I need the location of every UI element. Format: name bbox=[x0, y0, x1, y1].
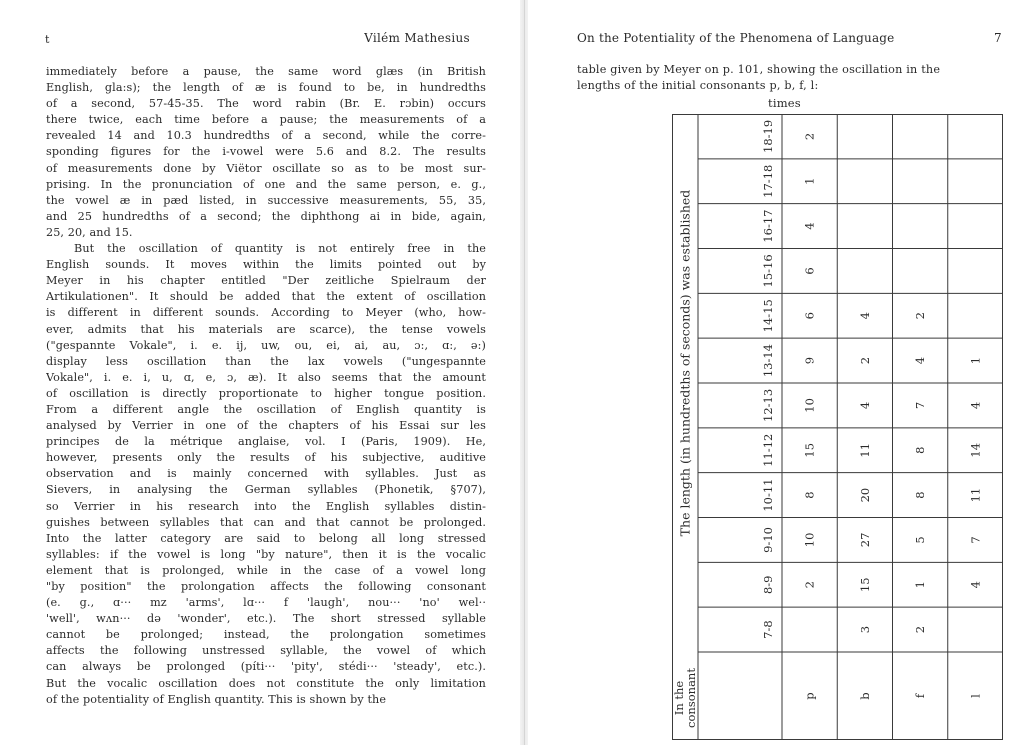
body-line: principes de la métrique anglaise, vol. I (Paris, 1909). He, bbox=[46, 435, 486, 449]
body-line: affects the following unstressed syllable, the vowel of which bbox=[46, 644, 486, 658]
body-line: there twice, each time before a pause; the measurements of a bbox=[46, 113, 486, 127]
table-cell-value: 4 bbox=[857, 312, 872, 320]
table-cell-value: 1 bbox=[802, 177, 817, 185]
body-line: 25, 20, and 15. bbox=[46, 225, 133, 239]
range-header: 14-15 bbox=[761, 299, 775, 333]
range-header: 18-19 bbox=[761, 119, 775, 153]
body-line: guishes between syllables that can and that cannot be prolonged. bbox=[46, 515, 486, 529]
range-header: 12-13 bbox=[761, 388, 775, 422]
body-line: observation and is mainly concerned with syllables. Just as bbox=[46, 467, 486, 481]
range-header: 9-10 bbox=[761, 526, 775, 553]
range-header: 7-8 bbox=[761, 620, 775, 639]
body-line: the vowel æ in pæd listed, in successive measurements, 55, 35, bbox=[46, 193, 486, 207]
table-cell-value: 10 bbox=[802, 398, 817, 413]
table-cell-value: 4 bbox=[802, 222, 817, 230]
table-cell-value: 1 bbox=[968, 356, 983, 365]
left-running-head: Vilém Mathesius bbox=[364, 31, 470, 45]
body-line: cannot be prolonged; instead, the prolongation sometimes bbox=[46, 628, 486, 642]
table-cell-value: 15 bbox=[802, 442, 817, 458]
table-cell-value: 4 bbox=[913, 356, 928, 365]
first-column-header-line1: In the bbox=[672, 680, 686, 716]
range-header: 15-16 bbox=[761, 254, 775, 288]
table-cell-value: 8 bbox=[913, 446, 928, 454]
body-line: of a second, 57-45-35. The word rabin (Br. E. rɔbin) occurs bbox=[46, 97, 486, 111]
right-intro-text bbox=[577, 62, 997, 94]
table-cell-value: 4 bbox=[857, 401, 872, 410]
table-cell-value: 8 bbox=[913, 491, 928, 499]
table-cell-value: 2 bbox=[913, 625, 928, 634]
gutter-fold-line bbox=[524, 0, 525, 745]
table-cell-value: 15 bbox=[857, 577, 872, 593]
table-cell-value: 4 bbox=[968, 581, 983, 589]
body-line: prising. In the pronunciation of one and the same person, e. g., bbox=[46, 177, 486, 191]
left-page-number: t bbox=[45, 33, 50, 46]
body-line: sponding figures for the i-vowel were 5.6 and 8.2. The results bbox=[46, 145, 486, 159]
table-cell-value: 2 bbox=[802, 132, 817, 141]
table-cell-value: 14 bbox=[968, 442, 983, 458]
table-cell-value: 2 bbox=[802, 581, 817, 589]
oscillation-table bbox=[672, 114, 1003, 740]
range-header: 17-18 bbox=[761, 164, 775, 198]
body-line: But the vocalic oscillation does not constitute the only limitation bbox=[46, 676, 486, 690]
body-line: Meyer in his chapter entitled "Der zeitliche Spielraum der bbox=[46, 274, 486, 288]
body-line: immediately before a pause, the same word glæs (in British bbox=[46, 65, 486, 78]
oscillation-table-svg bbox=[672, 114, 1003, 740]
intro-line: table given by Meyer on p. 101, showing the oscillation in the bbox=[577, 63, 941, 76]
body-line: (e. g., ɑ··· mz 'arms', lɑ··· f 'laugh', nou··· 'no' wel·· bbox=[46, 596, 486, 610]
body-line: But the oscillation of quantity is not entirely free in the bbox=[74, 242, 486, 256]
first-column-header-line2: consonant bbox=[684, 668, 698, 728]
consonant-label: l bbox=[968, 694, 983, 698]
group-header: The length (in hundredths of seconds) was established bbox=[677, 189, 693, 537]
body-line: ("gespannte Vokale", i. e. ij, uw, ou, ei, ai, au, ɔ:, ɑ:, ə:) bbox=[46, 338, 486, 352]
table-cell-value: 4 bbox=[968, 401, 983, 410]
table-cell-value: 5 bbox=[913, 536, 928, 544]
right-page bbox=[528, 0, 1025, 745]
consonant-label: p bbox=[802, 692, 817, 700]
body-line: can always be prolonged (píti··· 'pity', stédi··· 'steady', etc.). bbox=[46, 660, 486, 674]
table-cell-value: 20 bbox=[857, 487, 872, 503]
table-cell-value: 27 bbox=[857, 532, 872, 548]
body-line: of the potentiality of English quantity. This is shown by the bbox=[46, 692, 387, 706]
body-line: element that is prolonged, while in the case of a vowel long bbox=[46, 563, 486, 577]
body-line: revealed 14 and 10.3 hundredths of a second, while the corre- bbox=[46, 129, 486, 143]
table-cell-value: 6 bbox=[802, 267, 817, 275]
table-cell-value: 3 bbox=[857, 625, 872, 634]
body-line: and 25 hundredths of a second; the diphthong ai in bide, again, bbox=[46, 209, 486, 223]
body-line: Sievers, in analysing the German syllables (Phonetik, §707), bbox=[46, 483, 486, 497]
body-line: ever, admits that his materials are scarce), the tense vowels bbox=[46, 322, 486, 336]
range-header: 16-17 bbox=[761, 209, 775, 243]
table-cell-value: 8 bbox=[802, 491, 817, 499]
consonant-label: b bbox=[857, 692, 872, 700]
body-line: of oscillation is directly proportionate to higher tongue position. bbox=[46, 386, 486, 400]
body-line: of measurements done by Viëtor oscillate so as to be most sur- bbox=[46, 161, 486, 175]
table-cell-value: 7 bbox=[913, 401, 928, 410]
table-cell-value: 1 bbox=[913, 581, 928, 589]
table-cell-value: 10 bbox=[802, 532, 817, 548]
body-line: English, gla:s); the length of æ is found to be, in hundredths bbox=[46, 81, 486, 95]
body-line: display less oscillation than the lax vowels ("ungespannte bbox=[46, 354, 486, 368]
body-line: so Verrier in his research into the English syllables distin- bbox=[46, 499, 486, 513]
body-line: syllables: if the vowel is long "by nature", then it is the vocalic bbox=[46, 547, 486, 561]
right-page-number: 7 bbox=[994, 31, 1002, 45]
table-cell-value: 11 bbox=[857, 442, 872, 458]
consonant-label: f bbox=[913, 693, 928, 699]
body-line: analysed by Verrier in one of the chapters of his Essai sur les bbox=[46, 419, 486, 433]
table-cell-value: 2 bbox=[913, 312, 928, 320]
table-cell-value: 2 bbox=[857, 356, 872, 365]
table-cell-value: 7 bbox=[968, 536, 983, 544]
body-line: "by position" the prolongation affects the following consonant bbox=[46, 580, 486, 593]
body-line: is different in different sounds. According to Meyer (who, how- bbox=[46, 306, 486, 320]
range-header: 13-14 bbox=[761, 344, 775, 378]
intro-line: lengths of the initial consonants p, b, f, l: bbox=[577, 79, 819, 92]
table-cell-value: 9 bbox=[802, 356, 817, 365]
right-running-head: On the Potentiality of the Phenomena of Language bbox=[577, 31, 895, 45]
body-line: From a different angle the oscillation of English quantity is bbox=[46, 402, 486, 416]
body-line: Vokale", i. e. i, u, ɑ, e, ɔ, æ). It also seems that the amount bbox=[46, 370, 486, 384]
left-body-text bbox=[46, 64, 486, 708]
body-line: 'well', wʌn··· də 'wonder', etc.). The short stressed syllable bbox=[46, 612, 486, 626]
range-header: 10-11 bbox=[761, 478, 775, 512]
body-line: Into the latter category are said to belong all long stressed bbox=[46, 531, 486, 545]
table-cell-value: 11 bbox=[968, 487, 983, 503]
body-line: Artikulationen". It should be added that the extent of oscillation bbox=[46, 290, 486, 304]
body-line: however, presents only the results of his subjective, auditive bbox=[46, 451, 486, 465]
range-header: 8-9 bbox=[761, 575, 775, 595]
range-header: 11-12 bbox=[761, 433, 775, 467]
table-cell-value: 6 bbox=[802, 312, 817, 320]
times-label: times bbox=[768, 96, 801, 110]
body-line: English sounds. It moves within the limits pointed out by bbox=[46, 258, 486, 272]
